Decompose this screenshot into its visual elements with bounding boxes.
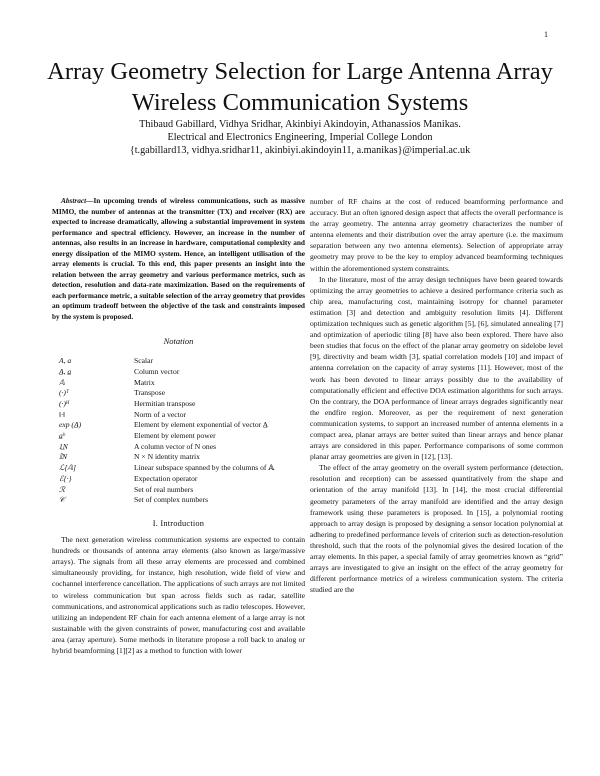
notation-symbol: ℰ{·} xyxy=(59,473,72,483)
notation-description: Scalar xyxy=(134,356,153,366)
notation-row xyxy=(59,388,274,399)
notation-row xyxy=(59,452,274,463)
abstract xyxy=(52,196,305,322)
notation-row xyxy=(59,463,274,474)
notation-symbol: 𝒞 xyxy=(59,495,65,505)
notation-description: A column vector of N ones xyxy=(134,441,217,451)
notation-row xyxy=(59,399,274,410)
author-emails: {t.gabillard13, vidhya.sridhar11, akinbiyi.akindoyin11, a.manikas}@imperial.ac.uk xyxy=(129,145,471,156)
notation-row xyxy=(59,431,274,442)
notation-symbol: (·)ᵀ xyxy=(59,388,69,398)
right-paragraph-2: In the literature, most of the array design techniques have been geared towards optimizing the array geometries to achieve a desired performance criteria such as chip area, manufacturing cost, maintaining isotropy for channel parameter estimation [3] and detection and ambiguity resolution limits [4]. Different optimization techniques such as genetic algorithm [5], [6], simulated annealing [7] and optimization of aperiodic tiling [8] have also been explored. There have also been studies that focus on the effect of the planar array geometry on sidelobe level [9], directivity and beam width [3], spatial correlation models [10] and impact of antenna correlation on the capacity of array systems [11]. However, most of the work has been devoted to linear arrays possibly due to the availability of computationally efficient and effective DOA estimation algorithms for such arrays. On the contrary, the DOA performance of linear arrays degrades significantly near the endfire region. Moreover, as per the requirement of next generation communication systems, to support an increased number of antenna elements in a compact area, planar arrays are better suited than linear arrays and hence planar arrays are considered in this paper. Performance comparisons of some common planar array geometries are given in [12], [13]. xyxy=(310,274,563,462)
author-names: Thibaud Gabillard, Vidhya Sridhar, Akinbiyi Akindoyin, Athanassios Manikas. xyxy=(139,119,461,130)
abstract-text: —In upcoming trends of wireless communications, such as massive MIMO, the number of antennas at the transmitter (TX) and receiver (RX) are expected to increase dramatically, allowing a substantial improvement in system performance and spectral efficiency. However, an increase in the number of antennas, also results in an increase in hardware, computational complexity and energy dissipation of the MIMO system. Hence, an intelligent utilisation of the array elements is crucial. To this end, this paper presents an insight into the relation between the array geometry and various performance metrics, such as detection, resolution and data-rate maximization. Based on the requirements of each performance metric, a suitable selection of the array geometry that provides an optimum tradeoff between the objective of the task and constraints imposed by the system is proposed. xyxy=(52,196,305,321)
notation-symbol: exp (A̲) xyxy=(59,420,82,430)
notation-row xyxy=(59,378,274,389)
notation-row xyxy=(59,367,274,378)
right-paragraph-1: number of RF chains at the cost of reduced beamforming performance and accuracy. But an often ignored design aspect that affects the overall performance is the array geometry. The antenna array geometry characterizes the number of antenna elements and their distribution over the array aperture (i.e. the maximum separation between any two antenna elements). Selection of appropriate array geometry may prove to be the key to employ advanced beamforming techniques within the aforementioned system constraints. xyxy=(310,197,563,273)
abstract-lead: Abstract xyxy=(61,196,87,205)
notation-title: Notation xyxy=(163,336,194,346)
paper-title: Array Geometry Selection for Large Antenna Array Wireless Communication Systems xyxy=(47,58,553,116)
notation-row xyxy=(59,356,274,367)
notation-symbol: ℒ[𝔸] xyxy=(59,463,77,473)
notation-description: Element by element exponential of vector A̲ xyxy=(134,420,269,430)
notation-row xyxy=(59,485,274,496)
notation-row xyxy=(59,474,274,485)
notation-row xyxy=(59,495,274,506)
notation-row xyxy=(59,420,274,431)
notation-description: Transpose xyxy=(134,388,165,398)
notation-symbol: ‖·‖ xyxy=(59,409,66,419)
notation-description: Matrix xyxy=(134,377,155,387)
notation-description: N × N identity matrix xyxy=(134,452,200,462)
section-heading-introduction: I. Introduction xyxy=(152,518,205,528)
notation-row xyxy=(59,442,274,453)
notation-symbol: a̲ᵇ xyxy=(59,431,65,441)
notation-symbol: 𝕀N xyxy=(59,452,68,462)
notation-row xyxy=(59,410,274,421)
right-column xyxy=(310,196,563,595)
notation-description: Set of complex numbers xyxy=(134,495,209,505)
right-paragraph-3: The effect of the array geometry on the overall system performance (detection, resolution and reception) can be assessed quantitatively from the shape and orientation of the array manifold [13]. In [14], the most crucial differential geometry parameters of the array manifold are identified and the array design framework using these parameters is proposed. In [15], a polynomial rooting approach to array design is proposed by designing a sensor location polynomial at adhering to predefined performance levels of criterion such as detection-resolution threshold, such that the roots of the polynomial gives the desired location of the array elements. In this paper, a special family of array geometries known as “grid” arrays are investigated to give an insight on the effect of the array geometry for different performance metrics of a wireless communication system. The criteria studied are the xyxy=(310,463,563,595)
notation-description: Linear subspace spanned by the columns of 𝔸 xyxy=(134,463,275,473)
notation-symbol: A̲, a̲ xyxy=(59,366,72,376)
page-number: 1 xyxy=(544,30,548,39)
notation-description: Expectation operator xyxy=(134,473,198,483)
notation-symbol: 1̲N xyxy=(59,441,68,451)
author-affiliation: Electrical and Electronics Engineering, Imperial College London xyxy=(167,132,433,143)
intro-paragraph-1: The next generation wireless communication systems are expected to contain hundreds or thousands of antenna array elements (also known as large/massive arrays). The signals from all these array elements are processed and combined simultaneously providing, for instance, high resolution, wide field of view and cochannel interference cancellation. The applications of such arrays are not limited to wireless communication but span across fields such as radar, satellite communications, and astronomical applications such as radio telescopes. However, utilizing an independent RF chain for each antenna element of a large array is not sustainable with the given constraints of power, manufacturing cost and available area (array aperture). Some methods in literature propose a roll back to analog or hybrid beamforming [1][2] as a method to function with lower xyxy=(52,535,305,655)
notation-symbol: ℛ xyxy=(59,484,66,494)
notation-description: Column vector xyxy=(134,366,180,376)
notation-symbol: A, a xyxy=(59,356,72,366)
left-column xyxy=(52,196,305,656)
notation-symbol: (·)ᴴ xyxy=(59,398,69,408)
notation-symbol: 𝔸 xyxy=(59,377,65,387)
notation-table xyxy=(59,356,274,506)
notation-description: Element by element power xyxy=(134,431,216,441)
author-block xyxy=(30,118,570,157)
notation-description: Hermitian transpose xyxy=(134,398,196,408)
notation-description: Set of real numbers xyxy=(134,484,194,494)
notation-description: Norm of a vector xyxy=(134,409,187,419)
